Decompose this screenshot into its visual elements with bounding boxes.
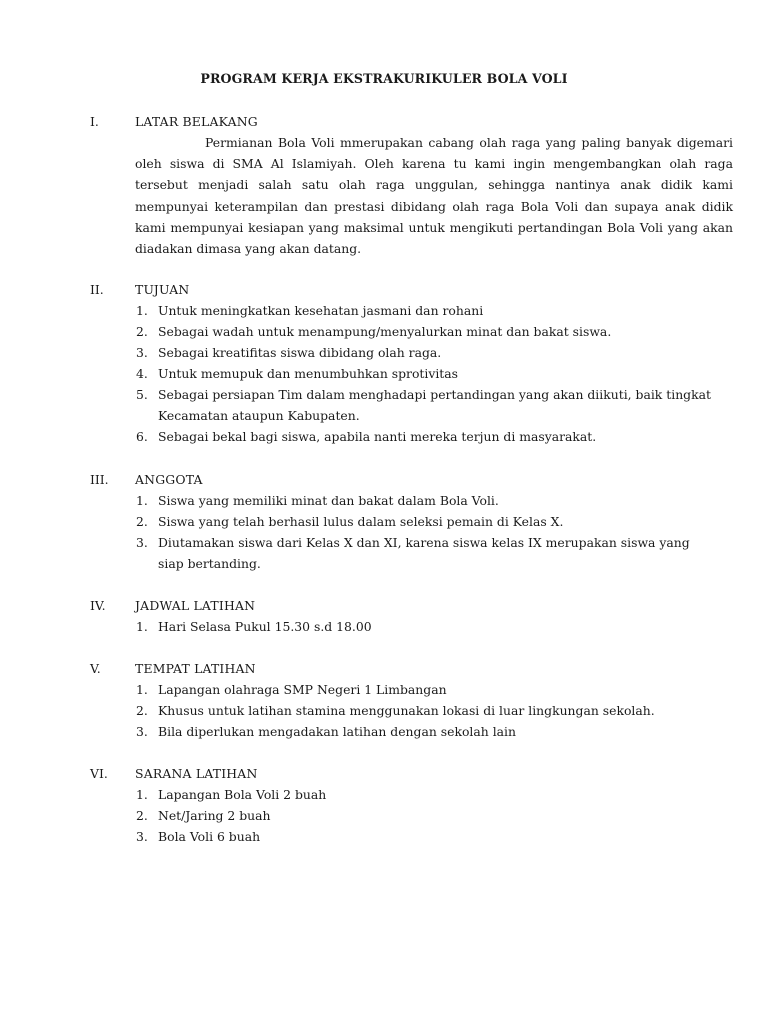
list-item: [0, 426, 713, 447]
item-text: Bola Voli 6 buah: [158, 829, 261, 844]
section-jadwal-latihan: [0, 595, 768, 637]
section-title: TUJUAN: [135, 282, 190, 297]
list-item: [0, 363, 713, 384]
item-number: 1.: [136, 682, 148, 697]
item-text: Bila diperlukan mengadakan latihan dengan sekolah lain: [158, 724, 516, 739]
section-header: [0, 279, 768, 300]
item-text: Untuk meningkatkan kesehatan jasmani dan rohani: [158, 303, 484, 318]
schedule-list: [0, 616, 768, 637]
section-header: [0, 763, 768, 784]
item-number: 4.: [136, 366, 148, 381]
item-text: Sebagai persiapan Tim dalam menghadapi pertandingan yang akan diikuti, baik tingkat Kecamatan ataupun Kabupaten.: [158, 387, 711, 423]
list-item: [0, 300, 713, 321]
list-item: [0, 321, 713, 342]
item-text: Siswa yang telah berhasil lulus dalam seleksi pemain di Kelas X.: [158, 514, 564, 529]
item-text: Hari Selasa Pukul 15.30 s.d 18.00: [158, 619, 372, 634]
section-title: ANGGOTA: [135, 472, 203, 487]
item-text: Untuk memupuk dan menumbuhkan sprotivitas: [158, 366, 459, 381]
item-text: Siswa yang memiliki minat dan bakat dalam Bola Voli.: [158, 493, 499, 508]
section-header: [0, 595, 768, 616]
item-text: Sebagai wadah untuk menampung/menyalurkan minat dan bakat siswa.: [158, 324, 612, 339]
item-number: 3.: [136, 535, 148, 550]
section-number: VI.: [90, 766, 108, 781]
section-anggota: [0, 469, 768, 574]
list-item: [0, 700, 713, 721]
item-number: 3.: [136, 345, 148, 360]
item-text: Net/Jaring 2 buah: [158, 808, 271, 823]
location-list: [0, 679, 768, 742]
item-number: 1.: [136, 303, 148, 318]
item-number: 2.: [136, 703, 148, 718]
list-item: [0, 511, 713, 532]
section-tujuan: [0, 279, 768, 447]
list-item: [0, 826, 713, 847]
item-text: Khusus untuk latihan stamina menggunakan lokasi di luar lingkungan sekolah.: [158, 703, 655, 718]
section-title: LATAR BELAKANG: [135, 114, 258, 129]
item-text: Sebagai bekal bagi siswa, apabila nanti mereka terjun di masyarakat.: [158, 429, 597, 444]
section-title: JADWAL LATIHAN: [135, 598, 256, 613]
item-text: Diutamakan siswa dari Kelas X dan XI, karena siswa kelas IX merupakan siswa yang siap bertanding.: [158, 535, 690, 571]
item-number: 1.: [136, 787, 148, 802]
goals-list: [0, 300, 768, 447]
item-number: 5.: [136, 387, 148, 402]
list-item: [0, 384, 713, 426]
item-text: Lapangan Bola Voli 2 buah: [158, 787, 327, 802]
facilities-list: [0, 784, 768, 847]
item-number: 1.: [136, 619, 148, 634]
section-header: [0, 658, 768, 679]
list-item: [0, 805, 713, 826]
section-latar-belakang: [0, 111, 768, 259]
members-list: [0, 490, 768, 574]
section-sarana-latihan: [0, 763, 768, 847]
item-number: 2.: [136, 808, 148, 823]
section-number: I.: [90, 114, 99, 129]
item-number: 3.: [136, 829, 148, 844]
list-item: [0, 721, 713, 742]
document-title: PROGRAM KERJA EKSTRAKURIKULER BOLA VOLI: [200, 71, 568, 86]
list-item: [0, 616, 713, 637]
list-item: [0, 784, 713, 805]
list-item: [0, 490, 713, 511]
section-number: V.: [90, 661, 101, 676]
item-text: Lapangan olahraga SMP Negeri 1 Limbangan: [158, 682, 447, 697]
section-number: II.: [90, 282, 104, 297]
section-title: SARANA LATIHAN: [135, 766, 258, 781]
list-item: [0, 679, 713, 700]
list-item: [0, 532, 713, 574]
section-header: [0, 111, 768, 132]
item-number: 1.: [136, 493, 148, 508]
section-number: III.: [90, 472, 109, 487]
section-number: IV.: [90, 598, 106, 613]
section-title: TEMPAT LATIHAN: [135, 661, 256, 676]
item-number: 3.: [136, 724, 148, 739]
item-text: Sebagai kreatifitas siswa dibidang olah raga.: [158, 345, 442, 360]
item-number: 2.: [136, 324, 148, 339]
section-tempat-latihan: [0, 658, 768, 742]
item-number: 2.: [136, 514, 148, 529]
section-header: [0, 469, 768, 490]
item-number: 6.: [136, 429, 148, 444]
background-paragraph: Permianan Bola Voli mmerupakan cabang olah raga yang paling banyak digemari oleh siswa di SMA Al Islamiyah. Oleh karena tu kami ingin mengembangkan olah raga tersebut menjadi salah satu olah raga unggulan, sehingga nantinya anak didik kami mempunyai keterampilan dan prestasi dibidang olah raga Bola Voli dan supaya anak didik kami mempunyai kesiapan yang maksimal untuk mengikuti pertandingan Bola Voli yang akan diadakan dimasa yang akan datang.: [135, 135, 733, 257]
list-item: [0, 342, 713, 363]
